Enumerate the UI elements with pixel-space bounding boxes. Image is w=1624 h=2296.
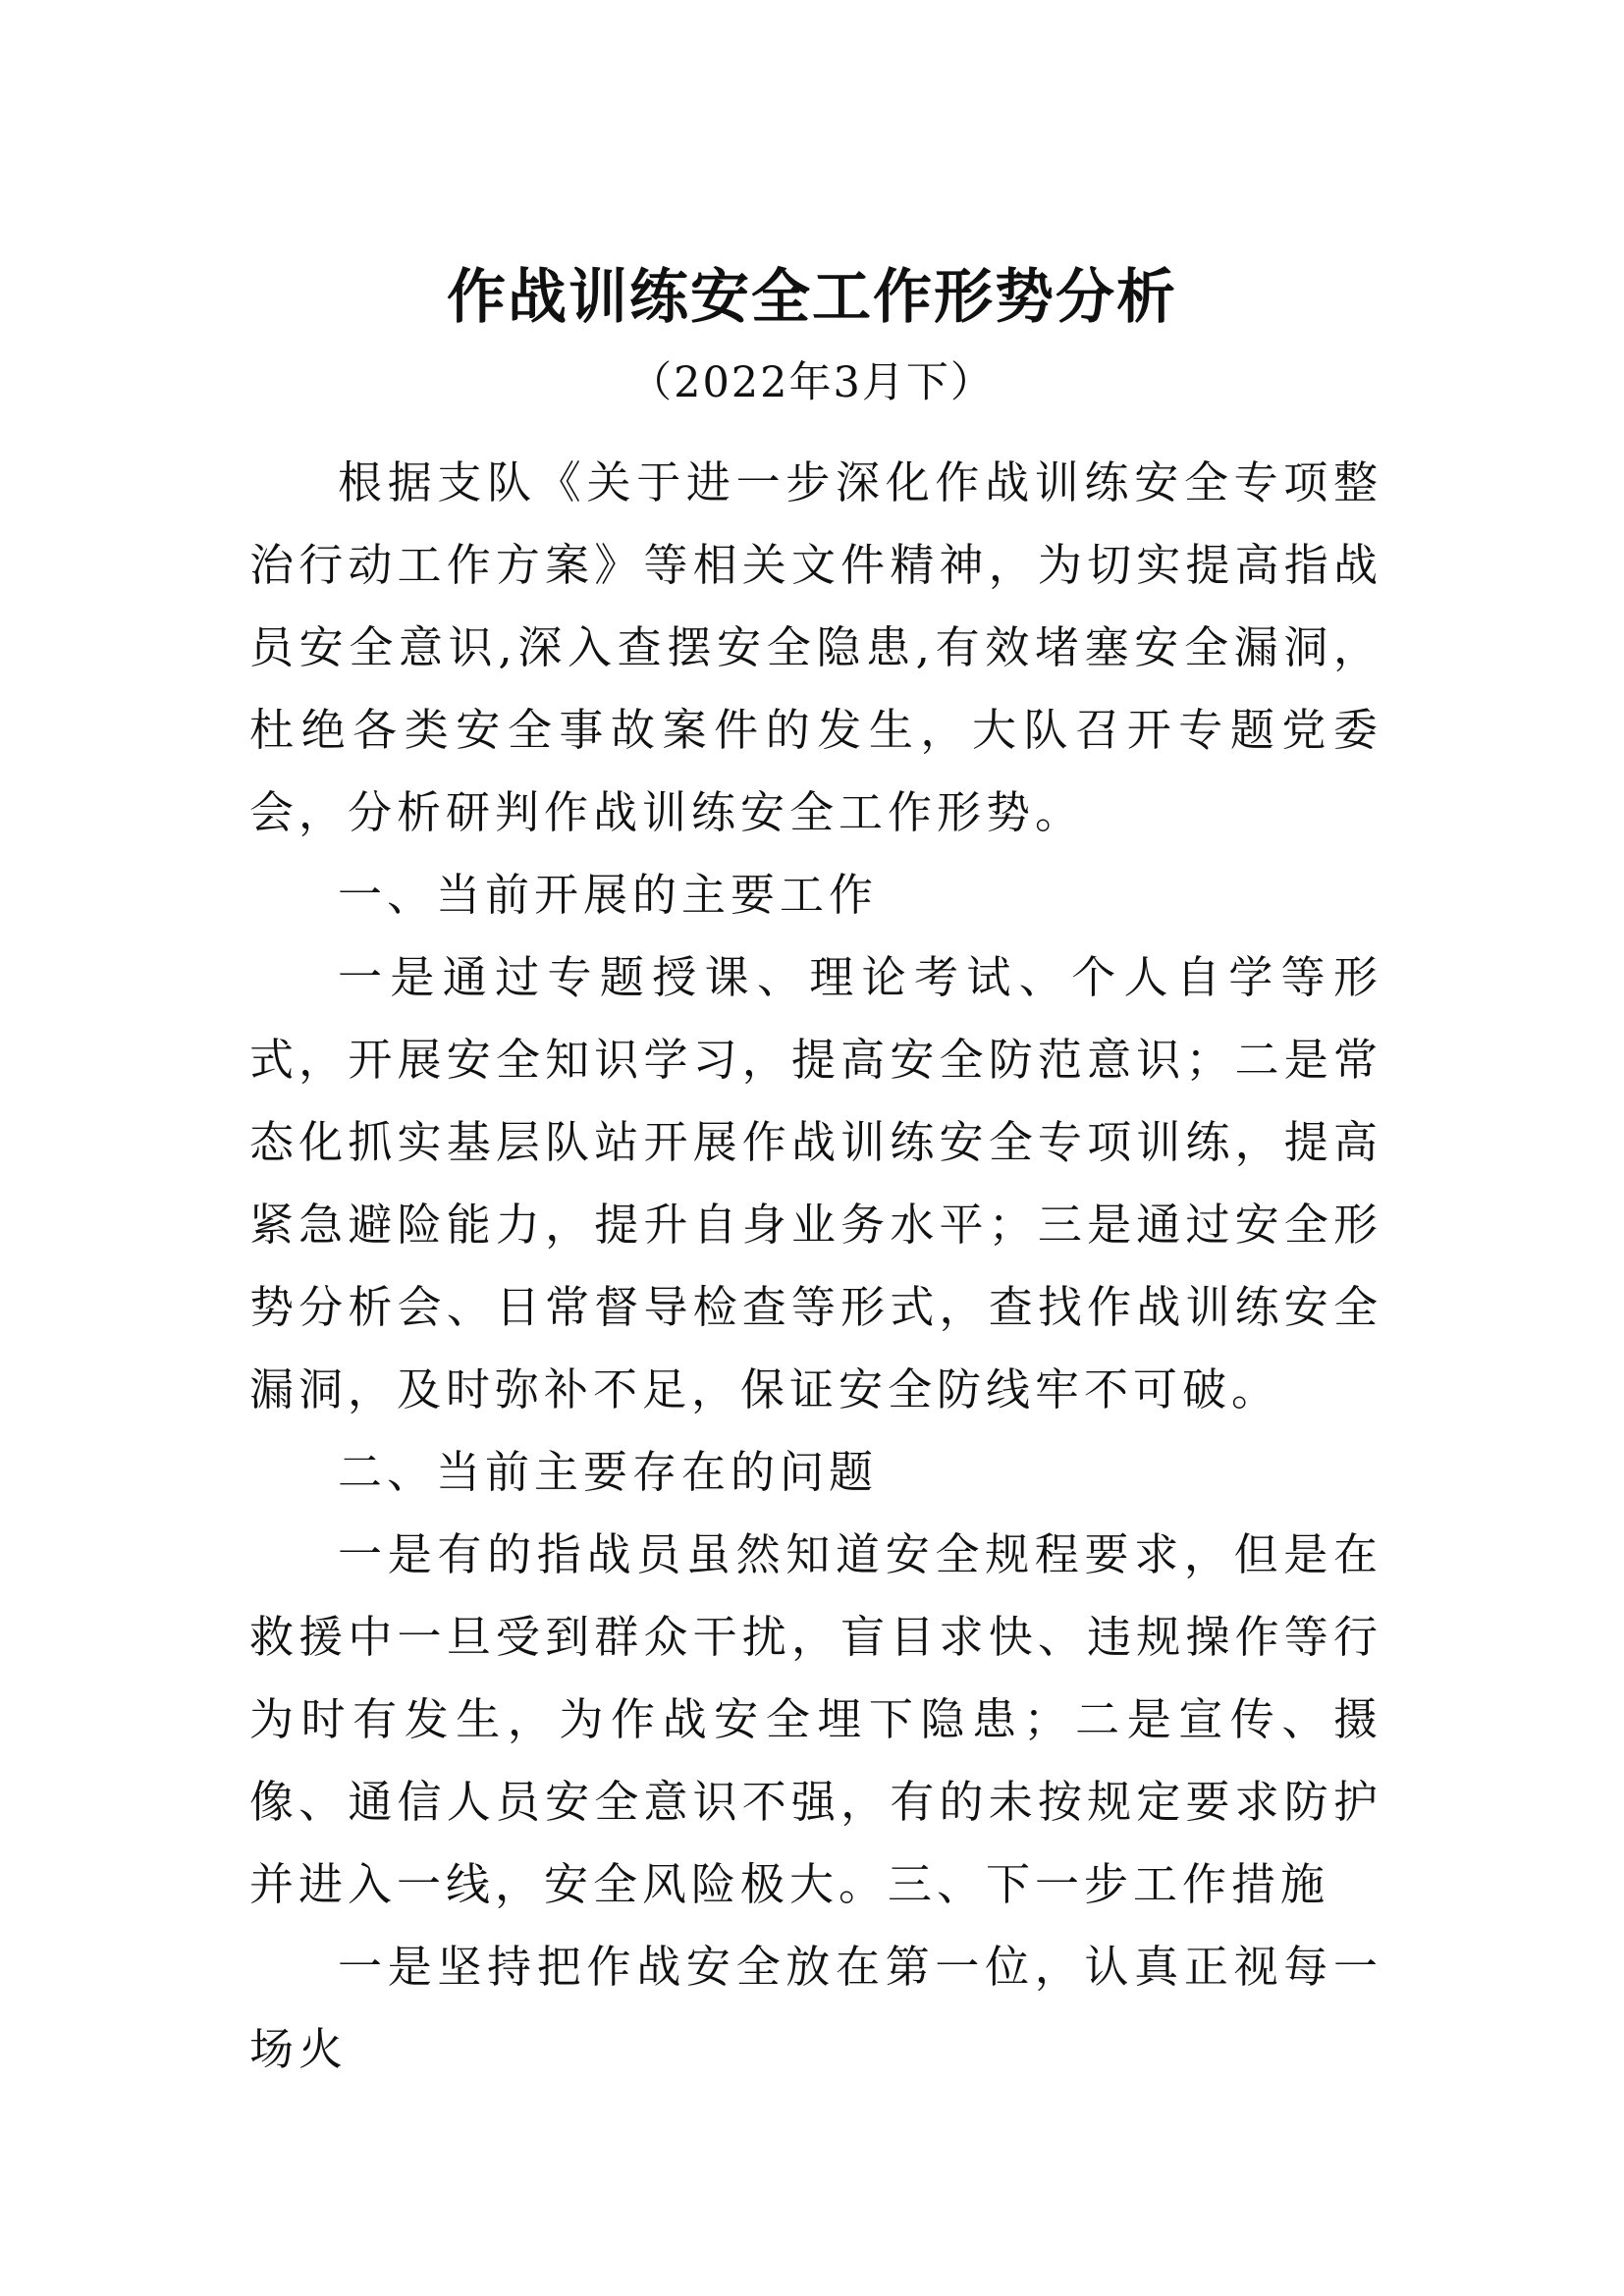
document-body [249,442,1382,2091]
section-paragraph-2: 一是有的指战员虽然知道安全规程要求，但是在救援中一旦受到群众干扰，盲目求快、违规操作等行为时有发生，为作战安全埋下隐患；二是宣传、摄像、通信人员安全意识不强，有的未按规定要求防护并进入一线，安全风险极大。三、下一步工作措施 [249,1528,1382,1910]
section-paragraph-3: 一是坚持把作战安全放在第一位，认真正视每一场火 [249,1941,1382,2075]
section-heading-1: 一、当前开展的主要工作 [338,869,879,921]
section-heading-2: 二、当前主要存在的问题 [338,1446,879,1498]
document-title: 作战训练安全工作形势分析 [447,263,1177,332]
intro-paragraph: 根据支队《关于进一步深化作战训练安全专项整治行动工作方案》等相关文件精神，为切实提高指战员安全意识,深入查摆安全隐患,有效堵塞安全漏洞，杜绝各类安全事故案件的发生，大队召开专题党委会，分析研判作战训练安全工作形势。 [249,456,1382,838]
section-paragraph-1: 一是通过专题授课、理论考试、个人自学等形式，开展安全知识学习，提高安全防范意识；二是常态化抓实基层队站开展作战训练安全专项训练，提高紧急避险能力，提升自身业务水平；三是通过安全形势分析会、日常督导检查等形式，查找作战训练安全漏洞，及时弥补不足，保证安全防线牢不可破。 [249,951,1382,1415]
document-subtitle: （2022年3月下） [629,358,995,407]
